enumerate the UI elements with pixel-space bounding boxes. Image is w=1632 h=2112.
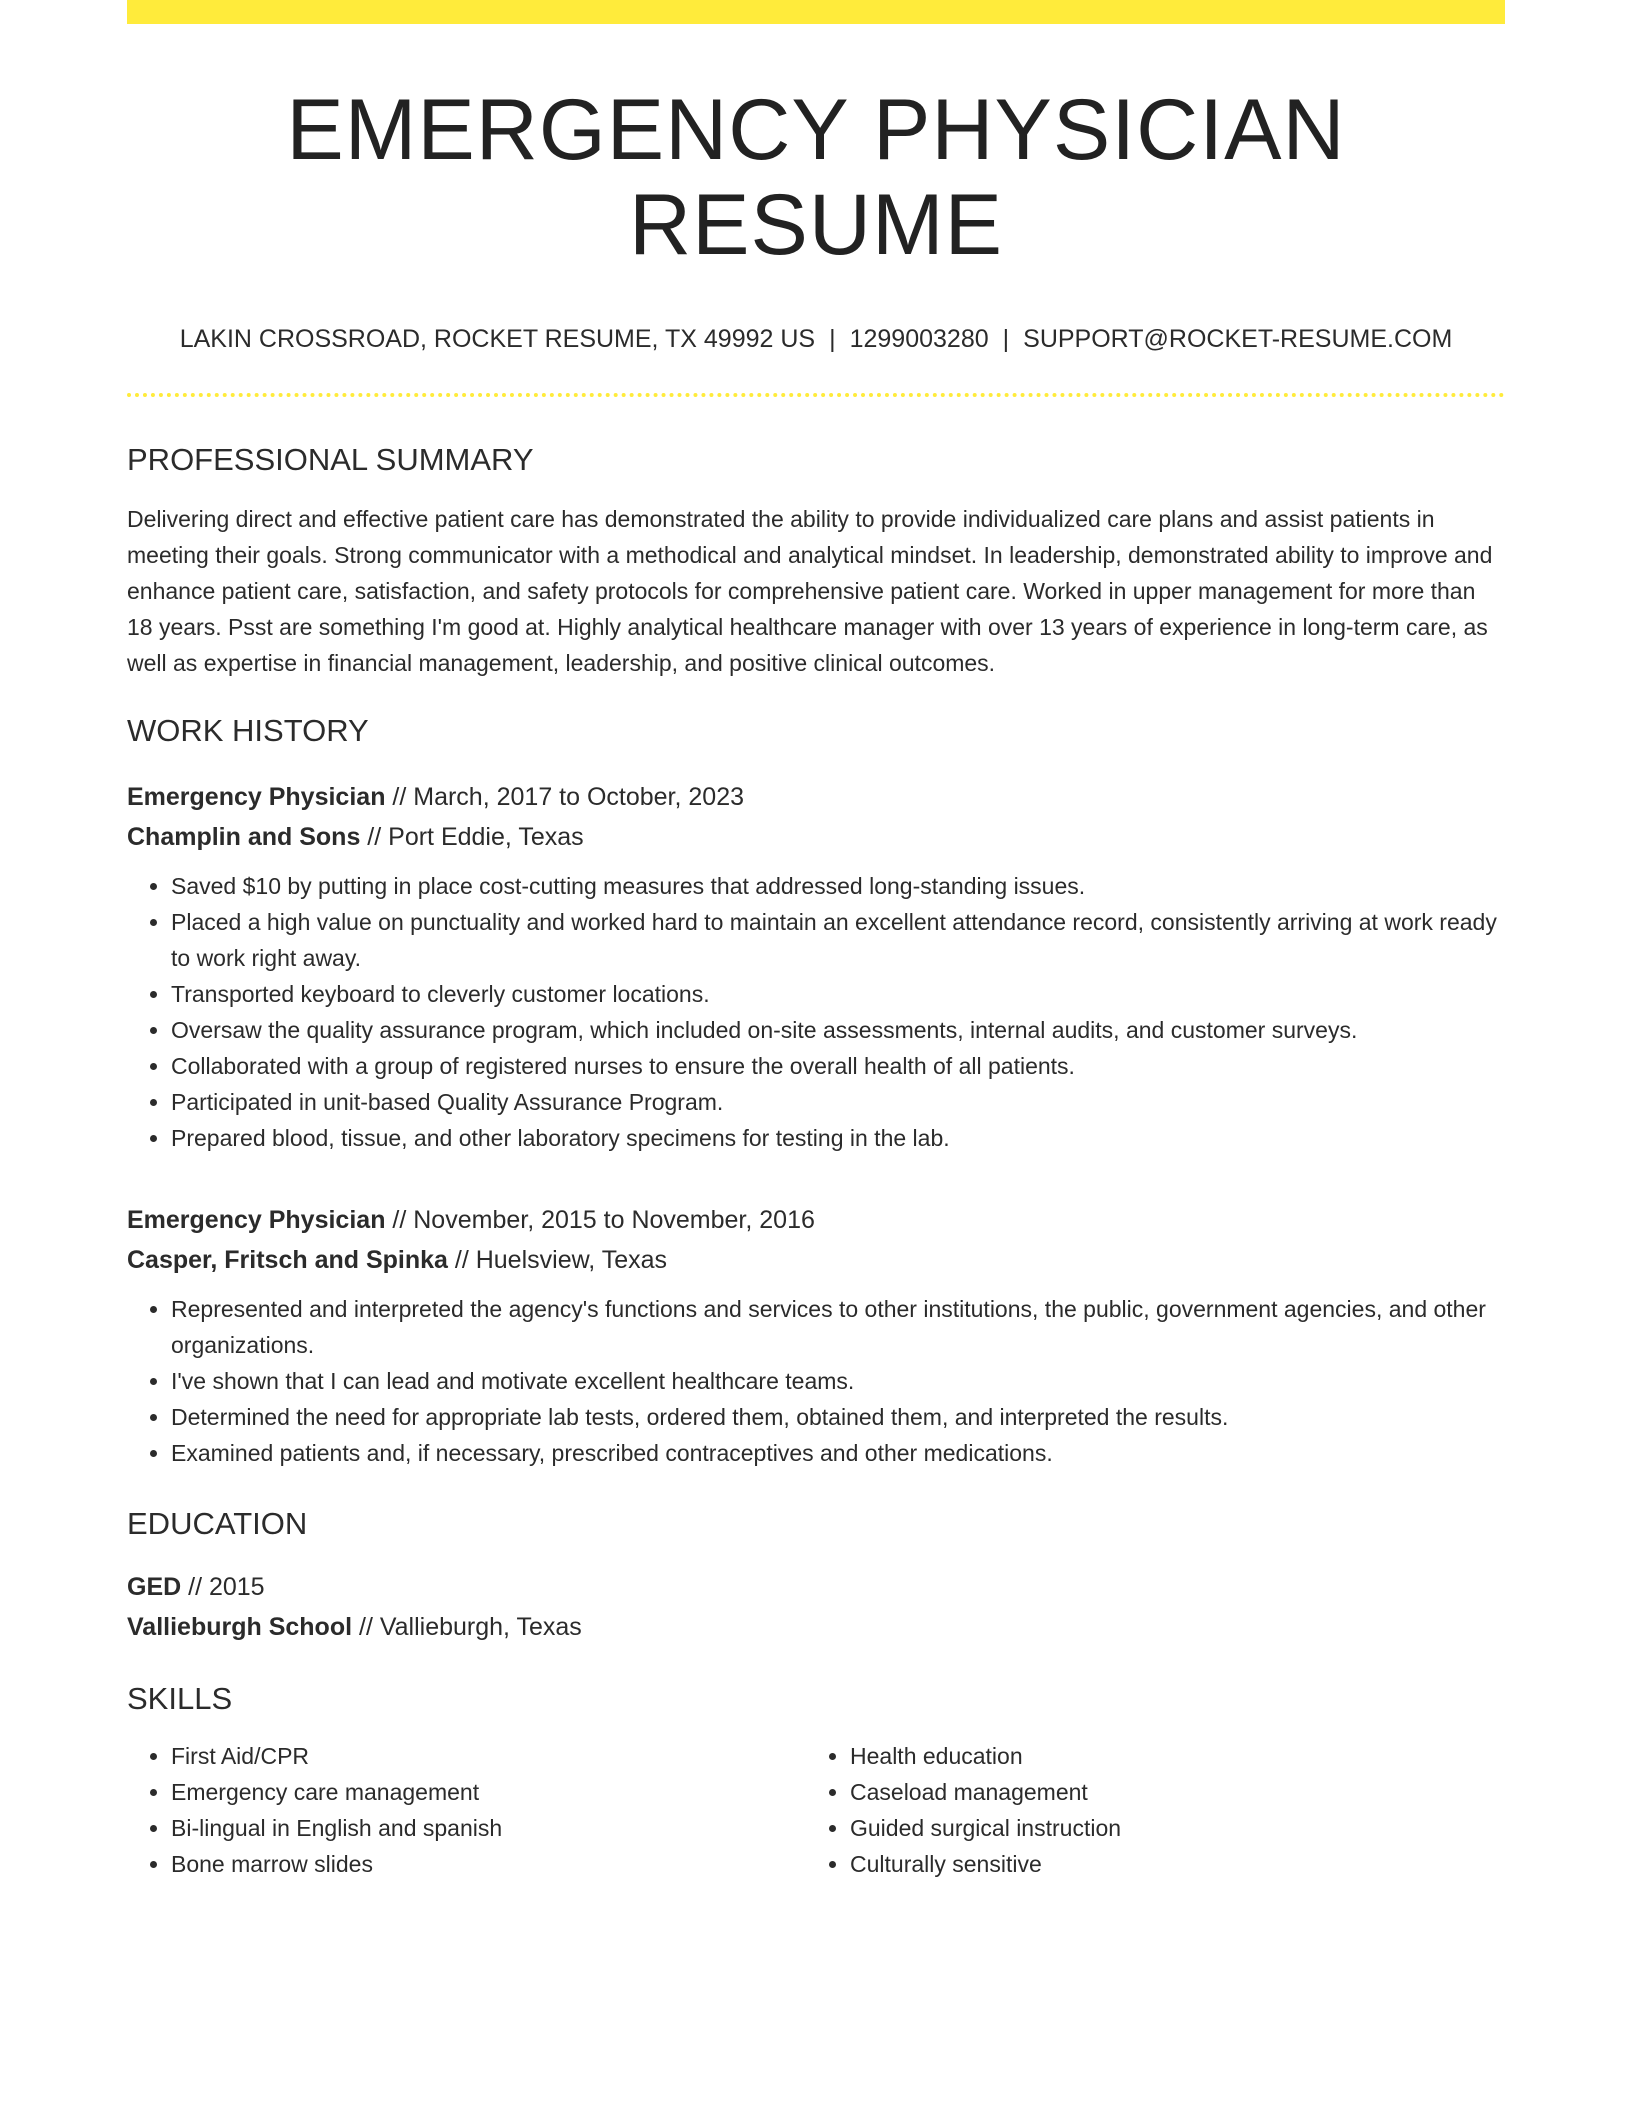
- dotted-divider: [127, 393, 1505, 397]
- resume-title: EMERGENCY PHYSICIAN RESUME: [286, 82, 1346, 273]
- contact-separator: |: [1002, 325, 1010, 354]
- job-bullet: • Transported keyboard to cleverly customer locations.: [171, 976, 1505, 1012]
- job-bullet: • Represented and interpreted the agency's functions and services to other institutions, the public, government agencies, and other organizations.: [171, 1291, 1505, 1363]
- contact-email: SUPPORT@ROCKET-RESUME.COM: [1023, 325, 1453, 354]
- section-title-summary: PROFESSIONAL SUMMARY: [127, 442, 534, 478]
- job-company: Champlin and Sons: [127, 822, 361, 851]
- education-school-line: [127, 1607, 1505, 1647]
- job-bullets: [127, 1291, 1505, 1471]
- job-bullet: • Collaborated with a group of registered nurses to ensure the overall health of all patients.: [171, 1048, 1505, 1084]
- skill-item: • First Aid/CPR: [171, 1738, 806, 1774]
- job-entry: [127, 777, 1505, 1156]
- education-degree-line: [127, 1567, 1505, 1607]
- contact-separator: |: [829, 325, 836, 354]
- job-location: // Port Eddie, Texas: [360, 822, 584, 851]
- education-school: Vallieburgh School: [127, 1612, 353, 1641]
- job-company-line: [127, 817, 1505, 857]
- job-title: Emergency Physician: [127, 1205, 386, 1234]
- skill-item: • Emergency care management: [171, 1774, 806, 1810]
- skill-item: • Bi-lingual in English and spanish: [171, 1810, 806, 1846]
- top-accent-bar: [127, 0, 1505, 24]
- job-company: Casper, Fritsch and Spinka: [127, 1245, 448, 1274]
- section-title-education: EDUCATION: [127, 1505, 308, 1541]
- education-year: // 2015: [181, 1572, 265, 1601]
- skills-column-right: [806, 1738, 1485, 1882]
- skills-column-left: [127, 1738, 806, 1882]
- job-title-line: [127, 1200, 1505, 1240]
- job-bullet: • I've shown that I can lead and motivate excellent healthcare teams.: [171, 1363, 1505, 1399]
- education-entry: [127, 1567, 1505, 1647]
- job-dates: // November, 2015 to November, 2016: [385, 1205, 815, 1234]
- skill-item: • Guided surgical instruction: [850, 1810, 1485, 1846]
- job-bullet: • Placed a high value on punctuality and worked hard to maintain an excellent attendance record, consistently arriving at work ready to work right away.: [171, 904, 1505, 976]
- contact-phone: 1299003280: [849, 325, 989, 354]
- section-title-work-history: WORK HISTORY: [127, 713, 369, 749]
- job-bullet: • Participated in unit-based Quality Assurance Program.: [171, 1084, 1505, 1120]
- job-title: Emergency Physician: [127, 782, 386, 811]
- section-title-skills: SKILLS: [127, 1680, 233, 1716]
- skill-item: • Bone marrow slides: [171, 1846, 806, 1882]
- summary-text: Delivering direct and effective patient care has demonstrated the ability to provide individualized care plans and assist patients in meeting their goals. Strong communicator with a methodical and analytical mindset. In leadership, demonstrated ability to improve and enhance patient care, satisfaction, and safety protocols for comprehensive patient care. Worked in upper management for more than 18 years. Psst are something I'm good at. Highly analytical healthcare manager with over 13 years of experience in long-term care, as well as expertise in financial management, leadership, and positive clinical outcomes.: [127, 506, 1493, 677]
- resume-page: [127, 0, 1505, 1882]
- contact-line: [127, 324, 1505, 354]
- job-bullet: • Saved $10 by putting in place cost-cutting measures that addressed long-standing issues.: [171, 868, 1505, 904]
- skill-item: • Culturally sensitive: [850, 1846, 1485, 1882]
- job-location: // Huelsview, Texas: [447, 1245, 668, 1274]
- job-title-line: [127, 777, 1505, 817]
- job-dates: // March, 2017 to October, 2023: [385, 782, 745, 811]
- job-bullet: • Oversaw the quality assurance program, which included on-site assessments, internal audits, and customer surveys.: [171, 1012, 1505, 1048]
- skill-item: • Health education: [850, 1738, 1485, 1774]
- job-entry: [127, 1200, 1505, 1471]
- education-degree: GED: [127, 1572, 182, 1601]
- education-location: // Vallieburgh, Texas: [352, 1612, 582, 1641]
- skill-item: • Caseload management: [850, 1774, 1485, 1810]
- job-bullet: • Examined patients and, if necessary, prescribed contraceptives and other medications.: [171, 1435, 1505, 1471]
- skills-grid: [127, 1738, 1505, 1882]
- job-bullet: • Determined the need for appropriate lab tests, ordered them, obtained them, and interpreted the results.: [171, 1399, 1505, 1435]
- job-bullet: • Prepared blood, tissue, and other laboratory specimens for testing in the lab.: [171, 1120, 1505, 1156]
- contact-address: LAKIN CROSSROAD, ROCKET RESUME, TX 49992 US: [179, 325, 816, 354]
- job-bullets: [127, 868, 1505, 1156]
- job-company-line: [127, 1240, 1505, 1280]
